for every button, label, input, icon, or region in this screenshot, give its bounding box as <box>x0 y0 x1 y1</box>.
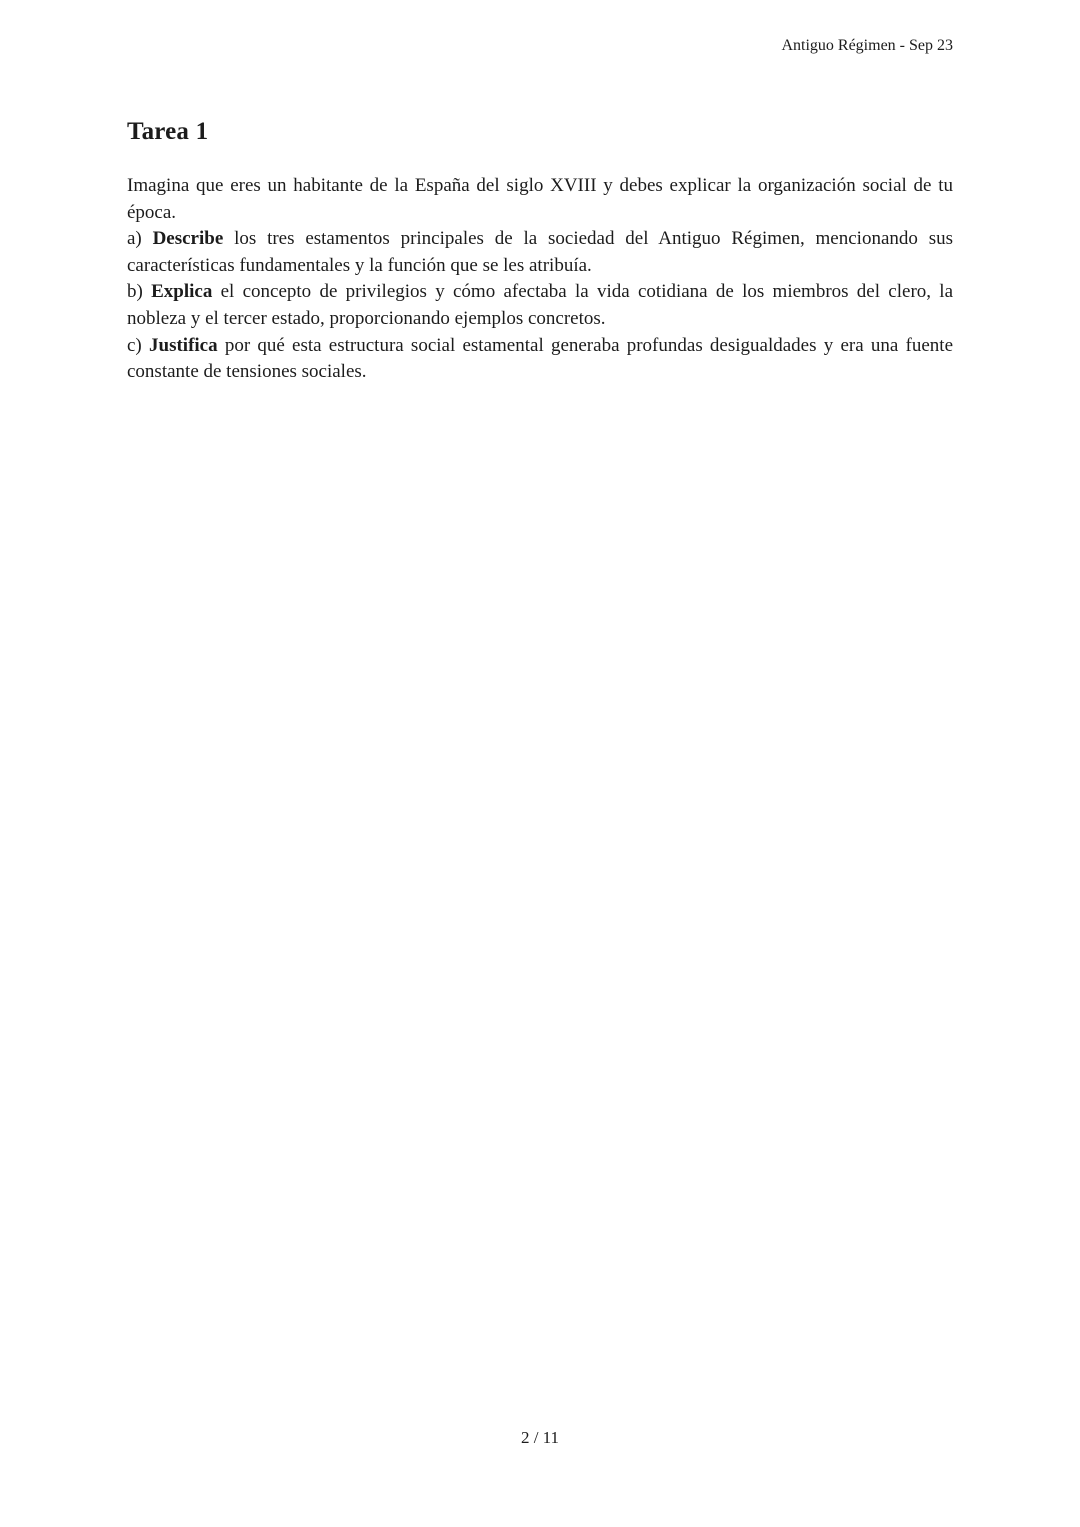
task-item-a-prefix: a) <box>127 228 153 250</box>
task-intro-text: Imagina que eres un habitante de la España del siglo XVIII y debes explicar la organización social de tu época. <box>127 175 953 223</box>
task-item-c-text: por qué esta estructura social estamental generaba profundas desigualdades y era una fuente constante de tensiones sociales. <box>127 334 954 383</box>
page-content <box>127 118 953 386</box>
task-item-c <box>127 333 953 386</box>
task-item-a <box>127 226 953 279</box>
page-header: Antiguo Régimen - Sep 23 <box>781 37 953 54</box>
task-intro <box>127 173 953 226</box>
task-item-b-verb: Explica <box>151 281 213 303</box>
page-number: 2 / 11 <box>520 1428 560 1447</box>
task-body <box>127 173 953 386</box>
task-item-b-prefix: b) <box>127 281 152 303</box>
task-item-b <box>127 279 953 332</box>
task-item-c-verb: Justifica <box>149 334 218 356</box>
task-title: Tarea 1 <box>127 118 209 145</box>
task-item-a-verb: Describe <box>152 228 224 250</box>
task-item-b-text: el concepto de privilegios y cómo afectaba la vida cotidiana de los miembros del clero, la nobleza y el tercer estado, proporcionando ejemplos concretos. <box>127 281 954 329</box>
task-item-c-prefix: c) <box>127 334 149 356</box>
task-item-a-text: los tres estamentos principales de la sociedad del Antiguo Régimen, mencionando sus características fundamentales y la función que se les atribuía. <box>127 228 953 276</box>
